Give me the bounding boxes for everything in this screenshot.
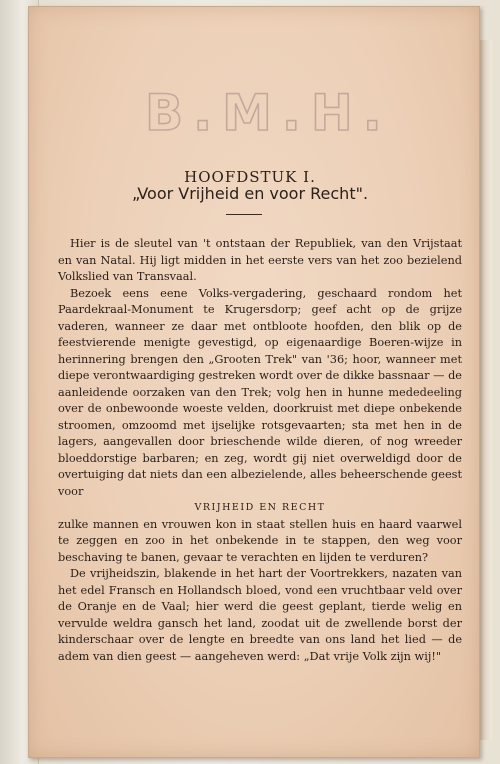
paragraph: De vrijheidszin, blakende in het hart der Voortrekkers, nazaten van het edel Fransch en Hollandsch bloed, vond een vruchtbaar veld over de Oranje en de Vaal; hier werd die geest geplant, tierde welig en vervulde weldra gansch het land, zoodat uit de zwellende borst der kinderschaar over de lengte en breedte van ons land het lied — de adem van dien geest — aangeheven werd: „Dat vrije Volk zijn wij!" (58, 567, 462, 663)
title-divider (226, 214, 262, 215)
body-text (58, 236, 462, 665)
running-heading: VRIJHEID EN RECHT (194, 502, 326, 513)
chapter-subtitle: „Voor Vrijheid en voor Recht". (131, 184, 369, 203)
page-edge (478, 40, 492, 740)
paragraph: Bezoek eens eene Volks-vergadering, geschaard rondom het Paardekraal-Monument te Krugersdorp; geef acht op de grijze vaderen, wanneer ze daar met ontbloote hoofden, den blik op de feestvierende menigte gevestigd, op eigenaardige Boeren-wijze in herinnering brengen den „Grooten Trek" van '36; hoor, wanneer met diepe verontwaardiging gestreken wordt over de dikke bassnaar — de aanleidende oorzaken van den Trek; volg hen in hunne mededeeling over de onbewoonde woeste velden, doorkruist met diepe onbekende stroomen, omzoomd met ijselijke rotsgevaarten; sta met hen in de lagers, aangevallen door brieschende wilde dieren, of nog wreeder bloeddorstige barbaren; en zeg, wordt gij niet overweldigd door de overtuiging dat niets dan een albezielende, alles beheerschende geest voor (58, 286, 462, 498)
paragraph: zulke mannen en vrouwen kon in staat stellen huis en haard vaarwel te zeggen en zoo in het onbekende in te stappen, den weg voor beschaving te banen, gevaar te verachten en lijden te verduren? (58, 517, 462, 564)
paragraph: Hier is de sleutel van 't ontstaan der Republiek, van den Vrijstaat en van Natal. Hij ligt midden in het eerste vers van het zoo bezielend Volkslied van Transvaal. (58, 237, 462, 283)
chapter-title: HOOFDSTUK I. (184, 168, 316, 186)
library-stamp: B.M.H. (145, 84, 392, 142)
